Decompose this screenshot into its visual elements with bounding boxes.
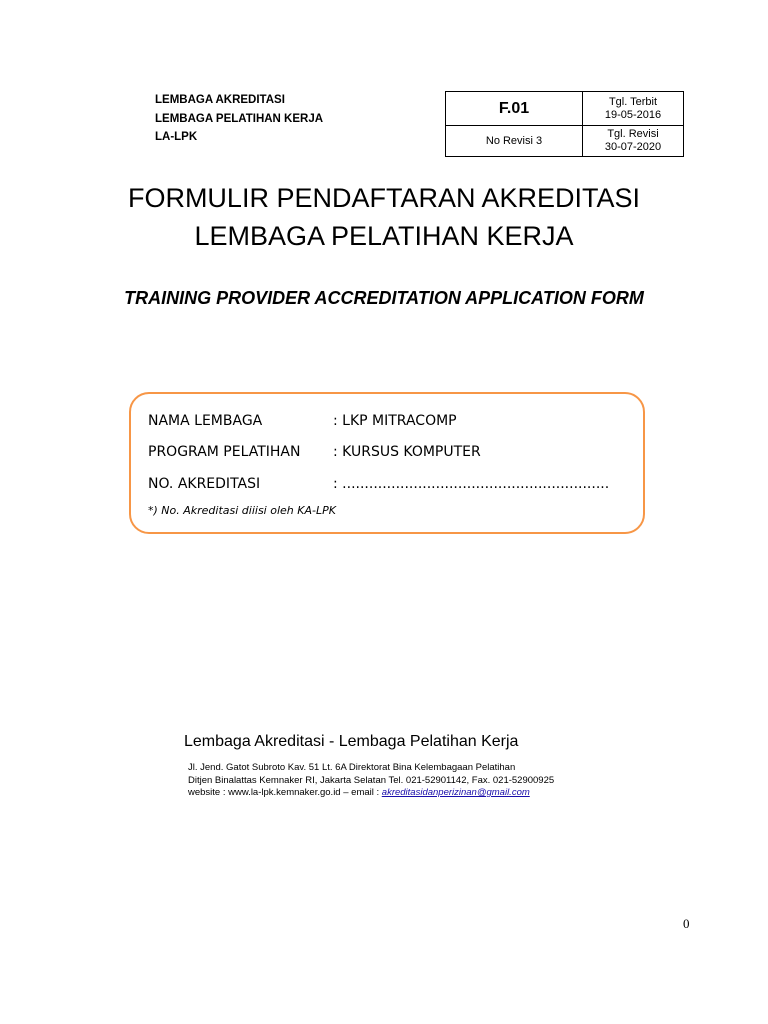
document-title: [0, 179, 768, 255]
footer-title: Lembaga Akreditasi - Lembaga Pelatihan Kerja: [184, 733, 519, 750]
organization-header: [155, 91, 323, 147]
accreditation-note: *) No. Akreditasi diiisi oleh KA-LPK: [148, 504, 336, 517]
applicant-info-box: [129, 392, 645, 534]
accreditation-label: NO. AKREDITASI: [148, 476, 261, 492]
revision-date-value: 30-07-2020: [604, 141, 662, 153]
address-line-2: Ditjen Binalattas Kemnaker RI, Jakarta Selatan Tel. 021-52901142, Fax. 021-52900925: [188, 774, 555, 786]
website-text: website : www.la-lpk.kemnaker.go.id – email :: [188, 787, 382, 798]
form-code: F.01: [446, 92, 583, 126]
issue-date-label: Tgl. Terbit: [608, 95, 658, 108]
revision-date-cell: [583, 126, 684, 157]
title-line-2: LEMBAGA PELATIHAN KERJA: [194, 221, 574, 251]
info-row-accreditation: [148, 476, 609, 492]
address-line-1: Jl. Jend. Gatot Subroto Kav. 51 Lt. 6A Direktorat Bina Kelembagaan Pelatihan: [188, 762, 516, 773]
info-row-institution: [148, 413, 457, 429]
revision-date-label: Tgl. Revisi: [607, 128, 659, 140]
english-title: TRAINING PROVIDER ACCREDITATION APPLICATION FORM: [124, 288, 644, 308]
issue-date-value: 19-05-2016: [604, 108, 662, 121]
org-line-3: LA-LPK: [155, 131, 198, 143]
revision-number: No Revisi 3: [446, 126, 583, 157]
accreditation-value: : ............................................................: [333, 476, 610, 492]
document-control-table: [445, 91, 684, 157]
institution-label: NAMA LEMBAGA: [148, 413, 263, 429]
issue-date-cell: [583, 92, 684, 126]
email-link[interactable]: akreditasidanperizinan@gmail.com: [381, 787, 530, 798]
info-row-program: [148, 444, 481, 460]
org-line-2: LEMBAGA PELATIHAN KERJA: [155, 112, 324, 125]
institution-value: : LKP MITRACOMP: [333, 413, 457, 429]
program-value: : KURSUS KOMPUTER: [333, 444, 481, 460]
program-label: PROGRAM PELATIHAN: [148, 444, 301, 460]
contact-line: [188, 787, 554, 800]
page-number: 0: [683, 916, 690, 931]
title-line-1: FORMULIR PENDAFTARAN AKREDITASI: [127, 183, 641, 213]
footer-address: [188, 762, 554, 800]
org-line-1: LEMBAGA AKREDITASI: [155, 94, 285, 106]
